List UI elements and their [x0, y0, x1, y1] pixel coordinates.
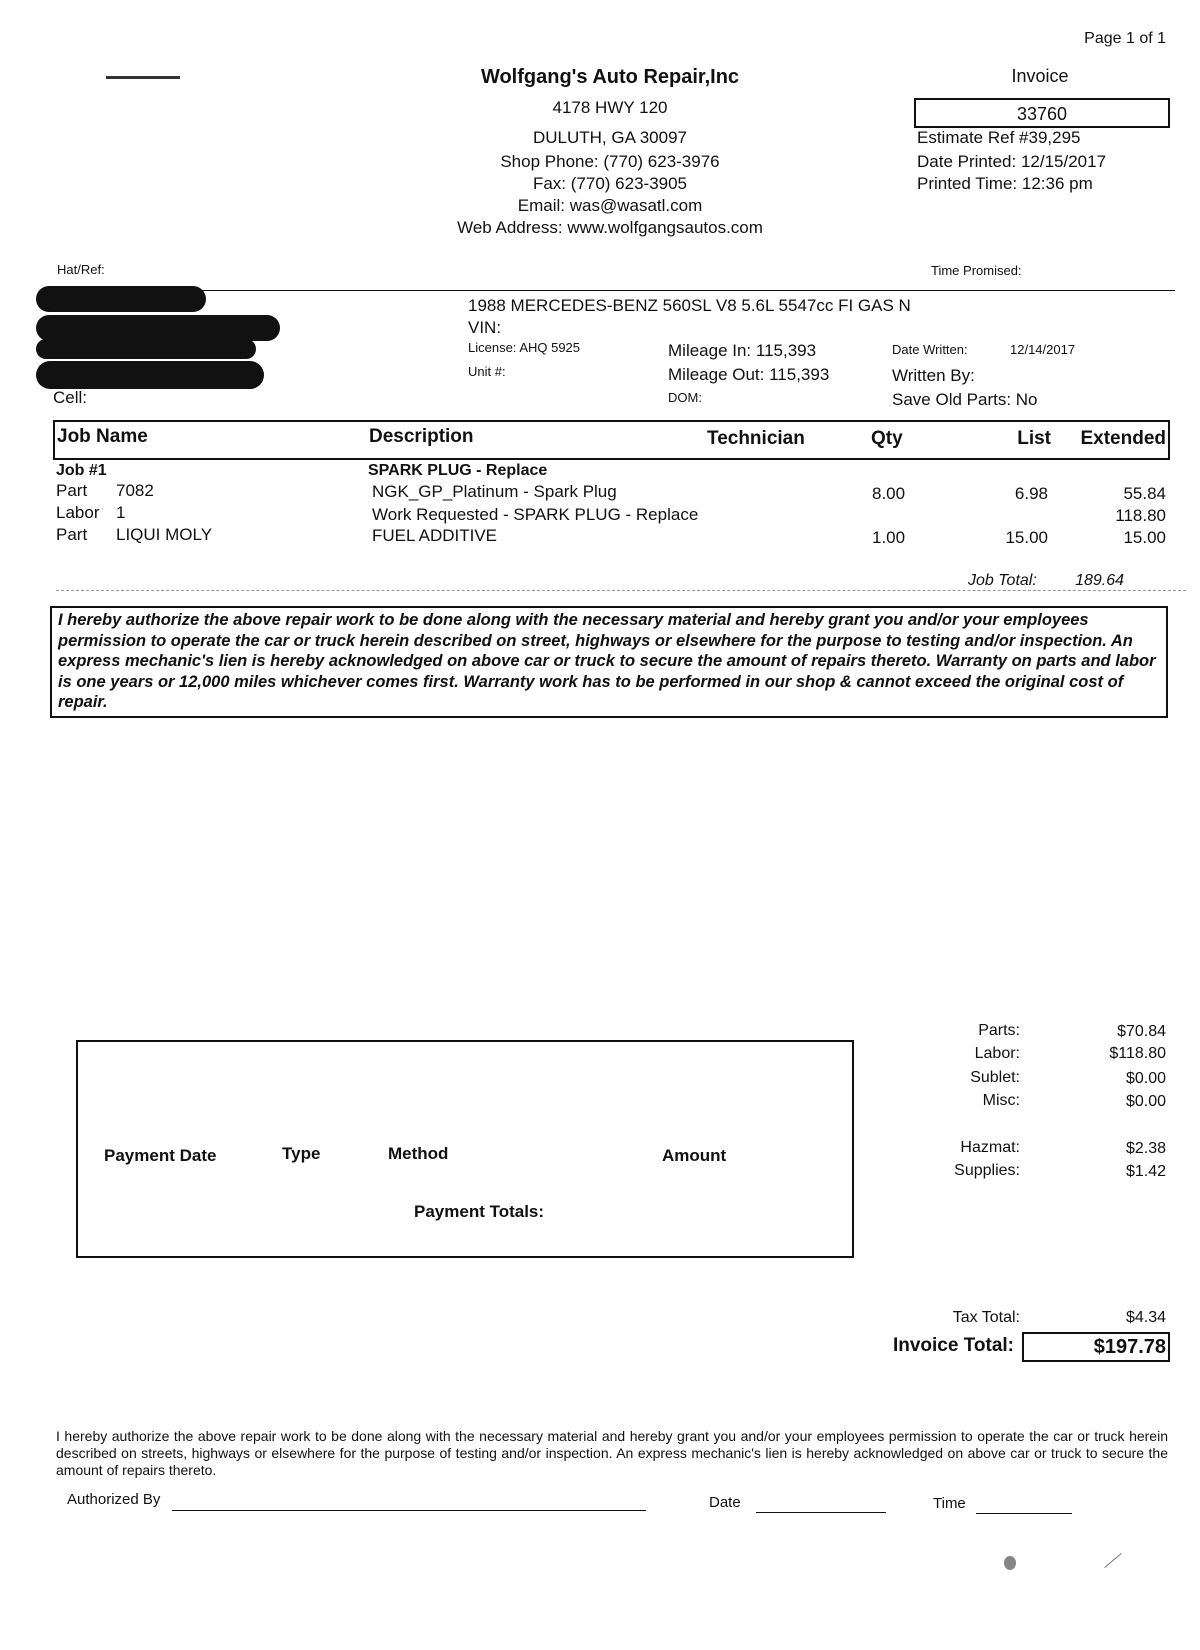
- line-extended: 55.84: [1123, 484, 1166, 503]
- parts-label: Parts:: [978, 1022, 1020, 1039]
- misc-value: $0.00: [1125, 1093, 1166, 1110]
- misc-label: Misc:: [982, 1092, 1020, 1109]
- line-description: NGK_GP_Platinum - Spark Plug: [372, 482, 617, 501]
- table-header: [53, 420, 1170, 460]
- line-extended: 15.00: [1123, 528, 1166, 547]
- payment-amount-header: Amount: [662, 1146, 727, 1165]
- authorization-terms: I hereby authorize the above repair work to be done along with the necessary material and hereby grant you and/or your employees permission to operate the car or truck herein described on street, highways or elsewhere for the purpose to testing and/or inspection. An express mechanic's lien is hereby acknowledged on above car or truck to secure the amount of repairs thereto. Warranty on parts and labor is one years or 12,000 miles whichever comes first. Warranty work has to be performed in our shop & cannot exceed the original cost of repair.: [50, 606, 1168, 718]
- redacted-name: [36, 286, 206, 312]
- line-code: 7082: [116, 481, 154, 500]
- time-line[interactable]: [976, 1513, 1072, 1514]
- payment-totals-label: Payment Totals:: [414, 1202, 545, 1221]
- line-description: Work Requested - SPARK PLUG - Replace: [372, 505, 699, 524]
- authorized-by-label: Authorized By: [67, 1491, 161, 1508]
- line-type: Labor: [56, 503, 100, 522]
- shop-web: Web Address: www.wolfgangsautos.com: [457, 218, 763, 237]
- line-list: 15.00: [1005, 528, 1048, 547]
- col-extended: Extended: [1080, 428, 1166, 449]
- footer-authorization: I hereby authorize the above repair work to be done along with the necessary material and hereby grant you and/or your employees permission to operate the car or truck herein described on streets, highways or elsewhere for the purpose of testing and/or inspection. An express mechanic's lien is hereby acknowledged on above car or truck to secure the amount of repairs thereto.: [56, 1428, 1168, 1478]
- time-label: Time: [933, 1495, 966, 1512]
- supplies-value: $1.42: [1125, 1163, 1166, 1180]
- job-title: SPARK PLUG - Replace: [368, 462, 548, 479]
- header-mark: [106, 76, 180, 79]
- sublet-value: $0.00: [1125, 1070, 1166, 1087]
- written-by-label: Written By:: [892, 366, 975, 385]
- col-technician: Technician: [707, 428, 805, 449]
- vehicle-description: 1988 MERCEDES-BENZ 560SL V8 5.6L 5547cc FI GAS N: [468, 296, 911, 315]
- cell-label: Cell:: [53, 388, 88, 407]
- shop-email: Email: was@wasatl.com: [517, 196, 703, 215]
- scan-smudge: [1004, 1556, 1016, 1570]
- license: License: AHQ 5925: [468, 340, 581, 355]
- invoice-total-label: Invoice Total:: [892, 1335, 1014, 1356]
- payment-date-header: Payment Date: [104, 1146, 217, 1165]
- labor-label: Labor:: [974, 1045, 1020, 1062]
- invoice-total-value: $197.78: [1093, 1336, 1166, 1358]
- col-list: List: [1017, 428, 1051, 449]
- date-label: Date: [709, 1494, 741, 1511]
- date-written-label: Date Written:: [892, 342, 968, 357]
- vin-label: VIN:: [468, 318, 502, 337]
- job-total: 189.64: [1075, 572, 1124, 589]
- printed-time: Printed Time: 12:36 pm: [917, 174, 1093, 193]
- invoice-number: 33760: [1016, 104, 1068, 124]
- date-line[interactable]: [756, 1512, 886, 1513]
- redacted-address1: [36, 315, 280, 341]
- shop-name: Wolfgang's Auto Repair,Inc: [480, 66, 740, 88]
- line-list: 6.98: [1014, 484, 1048, 503]
- job-divider: [56, 590, 1186, 591]
- tax-total-label: Tax Total:: [952, 1309, 1020, 1326]
- time-promised-label: Time Promised:: [931, 263, 1022, 278]
- redacted-phone: [36, 361, 264, 389]
- mileage-out: Mileage Out: 115,393: [668, 365, 830, 384]
- payment-type-header: Type: [282, 1144, 321, 1163]
- line-extended: 118.80: [1115, 506, 1166, 525]
- page-number: Page 1 of 1: [1084, 30, 1166, 47]
- job-total-label: Job Total:: [968, 572, 1037, 589]
- line-code: LIQUI MOLY: [116, 525, 213, 544]
- shop-address2: DULUTH, GA 30097: [532, 128, 687, 147]
- date-written: 12/14/2017: [1010, 342, 1076, 357]
- col-qty: Qty: [871, 428, 903, 449]
- hazmat-value: $2.38: [1125, 1140, 1166, 1157]
- payment-method-header: Method: [388, 1144, 449, 1163]
- customer-divider: [60, 290, 1175, 291]
- tax-total-value: $4.34: [1125, 1309, 1166, 1326]
- dom-label: DOM:: [668, 390, 702, 405]
- hazmat-label: Hazmat:: [960, 1139, 1020, 1156]
- hat-ref-label: Hat/Ref:: [57, 262, 105, 277]
- redacted-address2: [36, 339, 256, 359]
- authorized-by-line[interactable]: [172, 1510, 646, 1511]
- payments-box: [76, 1040, 854, 1258]
- line-qty: 1.00: [872, 528, 906, 547]
- col-job-name: Job Name: [57, 426, 148, 447]
- line-description: FUEL ADDITIVE: [372, 526, 498, 545]
- labor-value: $118.80: [1109, 1045, 1166, 1062]
- scan-mark: [1104, 1553, 1121, 1568]
- unit-label: Unit #:: [468, 364, 506, 379]
- line-qty: 8.00: [872, 484, 906, 503]
- line-type: Part: [56, 525, 88, 544]
- col-description: Description: [369, 426, 474, 447]
- save-old-parts: Save Old Parts: No: [892, 390, 1038, 409]
- invoice-total-box: [1022, 1332, 1170, 1362]
- sublet-label: Sublet:: [970, 1069, 1020, 1086]
- estimate-ref: Estimate Ref #39,295: [917, 128, 1081, 147]
- parts-value: $70.84: [1117, 1023, 1166, 1040]
- mileage-in: Mileage In: 115,393: [668, 341, 817, 360]
- shop-phone: Shop Phone: (770) 623-3976: [500, 152, 720, 171]
- line-type: Part: [56, 481, 88, 500]
- invoice-number-box: [914, 98, 1170, 128]
- shop-fax: Fax: (770) 623-3905: [532, 174, 688, 193]
- date-printed: Date Printed: 12/15/2017: [917, 152, 1107, 171]
- supplies-label: Supplies:: [954, 1162, 1020, 1179]
- job-name: Job #1: [56, 462, 107, 479]
- invoice-label: Invoice: [1011, 66, 1069, 86]
- line-code: 1: [116, 503, 126, 522]
- shop-address1: 4178 HWY 120: [552, 98, 668, 117]
